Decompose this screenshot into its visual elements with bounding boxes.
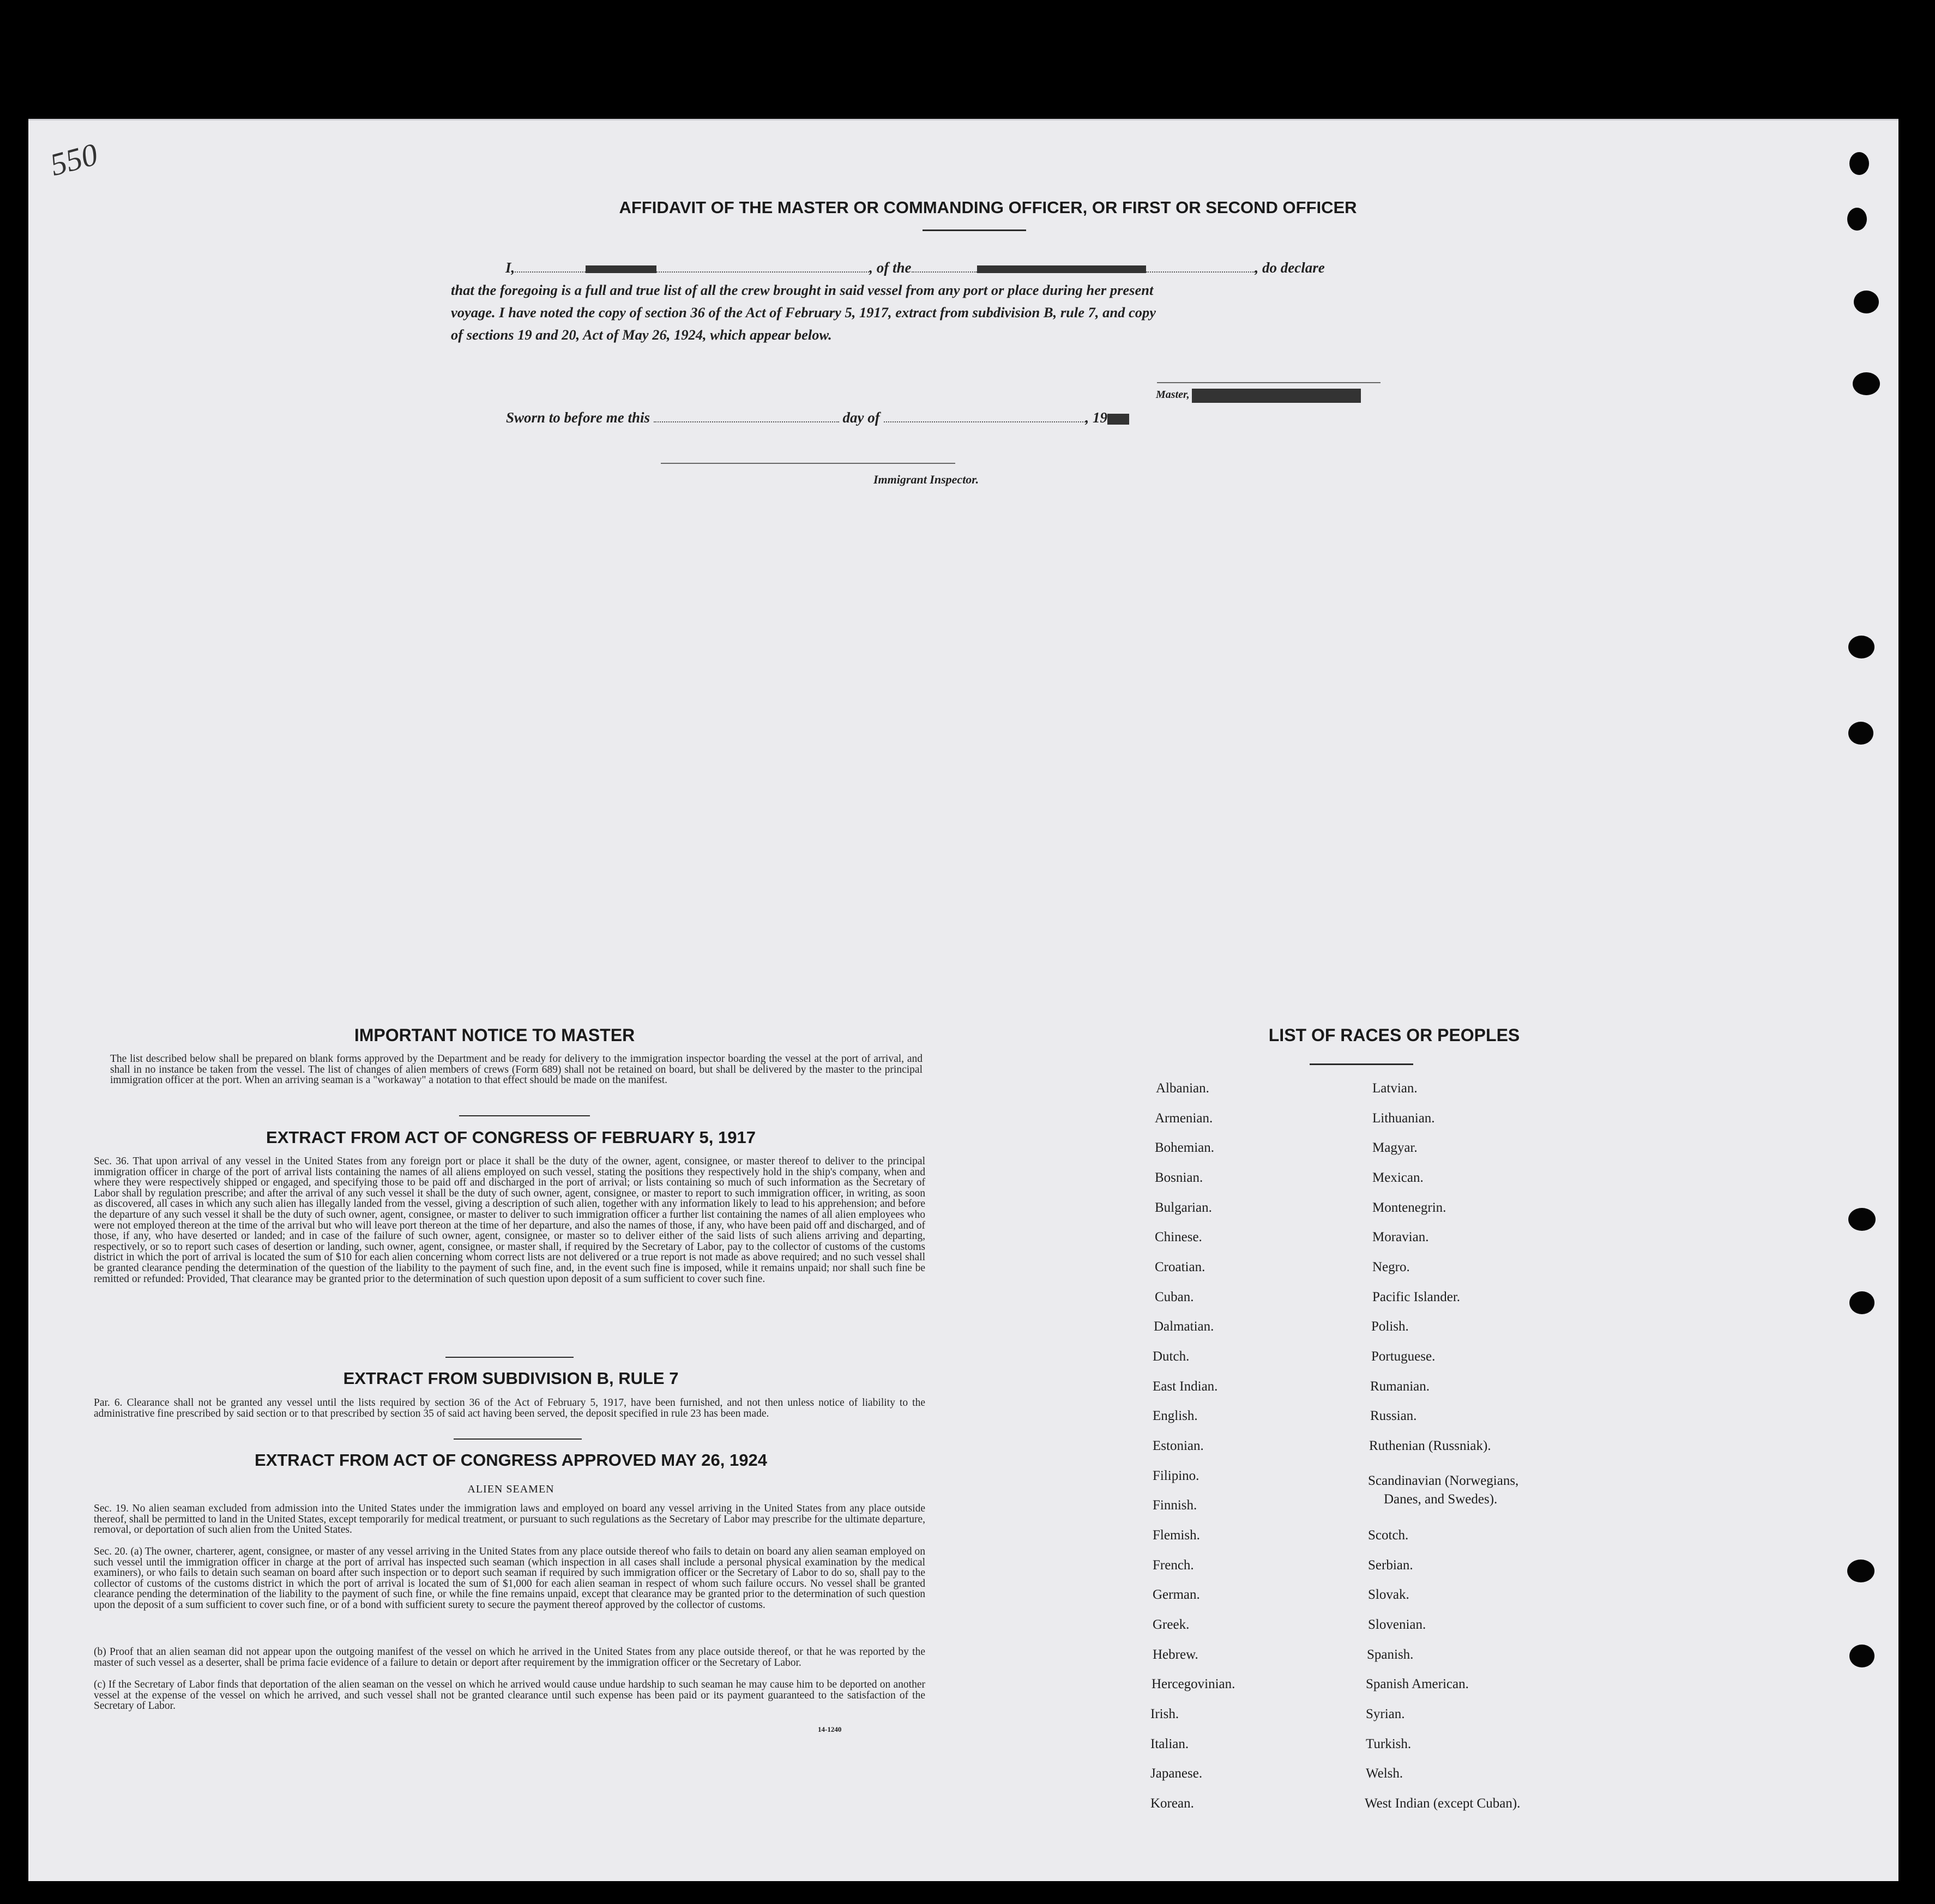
punch-hole (1854, 291, 1879, 313)
race-item: Italian. (1150, 1737, 1189, 1751)
race-item: Dalmatian. (1154, 1319, 1214, 1334)
extract-1924-sec19: Sec. 19. No alien seaman excluded from admission into the United States under the immigration laws and employed on board any vessel arriving in the United States from any place outside thereof, shall be permitted to land in the United States, except temporarily for medical treatment, or pursuant to such regulations as the Secretary of Labor may prescribe for the ultimate departure, removal, or deportation of such alien from the United States. (94, 1503, 925, 1536)
race-item: German. (1153, 1587, 1200, 1602)
race-item: Danes, and Swedes). (1384, 1492, 1498, 1507)
race-item: Finnish. (1153, 1498, 1197, 1513)
notice-title: IMPORTANT NOTICE TO MASTER (354, 1025, 635, 1045)
extract-1924-sec20a: Sec. 20. (a) The owner, charterer, agent, consignee, or master of any vessel arriving in the United States from any place outside thereof who fails to detain on board any alien seaman employed on such vessel until the immigration officer in charge at the port of arrival has inspected such seaman (which inspection in all cases shall include a personal physical examination by the medical examiners), or who fails to detain such seaman on board after such inspection or to deport such seaman if required by such immigration officer or the Secretary of Labor to do so, shall pay to the collector of customs of the customs district in which the port of arrival is located the sum of $1,000 for each alien seaman in respect of whom such failure occurs. No vessel shall be granted clearance pending the determination of the liability to the payment of such fine, or while the fine remains unpaid, except that clearance may be granted prior to the determination of such question upon the deposit of a sum sufficient to cover such fine, or of a bond with sufficient surety to secure the payment thereof approved by the collector of customs. (94, 1546, 925, 1611)
extract-1924-title: EXTRACT FROM ACT OF CONGRESS APPROVED MAY 26, 1924 (255, 1450, 767, 1470)
divider (454, 1438, 582, 1440)
race-item: Croatian. (1155, 1260, 1205, 1274)
race-item: Chinese. (1155, 1230, 1202, 1244)
punch-hole (1848, 1208, 1876, 1231)
race-item: Filipino. (1153, 1468, 1199, 1483)
punch-hole (1847, 208, 1867, 231)
races-title: LIST OF RACES OR PEOPLES (1268, 1025, 1520, 1045)
punch-hole (1848, 636, 1874, 658)
race-item: Korean. (1150, 1796, 1194, 1811)
master-signature-line (1157, 382, 1381, 383)
race-item: Irish. (1150, 1707, 1179, 1721)
race-item: Hebrew. (1153, 1647, 1198, 1662)
punch-hole (1849, 1645, 1874, 1667)
punch-hole (1849, 1291, 1874, 1314)
inspector-label: Immigrant Inspector. (873, 473, 979, 486)
extract-1917-title: EXTRACT FROM ACT OF CONGRESS OF FEBRUARY 5, 1917 (266, 1128, 756, 1147)
subdivision-b-text: Par. 6. Clearance shall not be granted any vessel until the lists required by section 36 of the Act of February 5, 1917, have been furnished, and not then unless notice of liability to the administrative fine prescribed by said section or to that prescribed by section 35 of said act having been served, the deposit specified in rule 23 has been made. (94, 1397, 925, 1419)
race-item: Negro. (1372, 1260, 1410, 1274)
race-item: French. (1153, 1558, 1194, 1573)
race-item: Japanese. (1150, 1766, 1203, 1781)
affidavit-title: AFFIDAVIT OF THE MASTER OR COMMANDING OFFICER, OR FIRST OR SECOND OFFICER (619, 198, 1357, 217)
extract-1924-sec20c: (c) If the Secretary of Labor finds that deportation of the alien seaman on the vessel on which he arrived would cause undue hardship to such seaman he may cause him to be deported on another vessel at the expense of the vessel on which he arrived, and such vessel shall not be granted clearance until such expense has been paid or its payment guaranteed to the satisfaction of the Secretary of Labor. (94, 1679, 925, 1712)
divider (445, 1357, 574, 1358)
affidavit-line-3: voyage. I have noted the copy of section 36 of the Act of February 5, 1917, extract from subdivision B, rule 7, and copy (451, 304, 1156, 321)
affidavit-line-1: I, , of the , do declare (505, 259, 1325, 276)
race-item: Cuban. (1155, 1290, 1194, 1304)
race-item: Turkish. (1366, 1737, 1412, 1751)
race-item: Latvian. (1372, 1081, 1418, 1096)
race-item: English. (1153, 1409, 1198, 1423)
race-item: Ruthenian (Russniak). (1369, 1438, 1491, 1453)
extract-1924-sec20b: (b) Proof that an alien seaman did not appear upon the outgoing manifest of the vessel on which he arrived in the United States from any place outside thereof, or that he was reported by the master of such vessel as a deserter, shall be prima facie evidence of a failure to detain or deport after requirement by the immigration officer or the Secretary of Labor. (94, 1646, 925, 1669)
affidavit-line-4: of sections 19 and 20, Act of May 26, 1924, which appear below. (451, 327, 832, 343)
race-item: Serbian. (1368, 1558, 1413, 1573)
title-underline (923, 229, 1026, 231)
race-item: Bosnian. (1155, 1170, 1203, 1185)
races-title-underline (1310, 1063, 1413, 1065)
race-item: Mexican. (1372, 1170, 1424, 1185)
document-sheet (28, 119, 1898, 1881)
race-item: Hercegovinian. (1152, 1677, 1235, 1691)
race-item: Moravian. (1372, 1230, 1429, 1244)
subdivision-b-title: EXTRACT FROM SUBDIVISION B, RULE 7 (343, 1369, 679, 1388)
race-item: Pacific Islander. (1372, 1290, 1461, 1304)
race-item: Magyar. (1372, 1140, 1418, 1155)
race-item: Welsh. (1366, 1766, 1403, 1781)
punch-hole (1849, 152, 1869, 175)
affidavit-line-2: that the foregoing is a full and true list of all the crew brought in said vessel from any port or place during her present (451, 282, 1154, 298)
race-item: West Indian (except Cuban). (1365, 1796, 1521, 1811)
race-item: Flemish. (1153, 1528, 1200, 1543)
race-item: Bulgarian. (1155, 1200, 1212, 1215)
redacted-vessel (977, 265, 1146, 273)
race-item: Polish. (1371, 1319, 1409, 1334)
race-item: Slovenian. (1368, 1617, 1426, 1632)
race-item: Syrian. (1366, 1707, 1405, 1721)
race-item: Montenegrin. (1372, 1200, 1446, 1215)
race-item: Armenian. (1155, 1111, 1213, 1126)
master-line: Master, (1156, 389, 1361, 403)
form-number: 14-1240 (818, 1725, 842, 1733)
extract-1917-text: Sec. 36. That upon arrival of any vessel in the United States from any foreign port or place it shall be the duty of the owner, agent, consignee, or master thereof to deliver to the principal immigration officer in charge of the port of arrival lists containing the names of all aliens employed on such vessel, stating the positions they respectively hold in the ship's company, when and where they were respectively shipped or engaged, and specifying those to be paid off and discharged in the port of arrival; or lists containing so much of such information as the Secretary of Labor shall by regulation prescribe; and after the arrival of any such vessel it shall be the duty of such owner, agent, consignee, or master to report to such immigration officer, in writing, as soon as discovered, all cases in which any such alien has illegally landed from the vessel, giving a description of such alien, together with any information likely to lead to his apprehension; and before the departure of any such vessel it shall be the duty of such owner, agent, consignee, or master to deliver to such immigration officer a further list containing the names of all alien employees who were not employed thereon at the time of the arrival but who will leave port thereon at the time of her departure, and also the names of those, if any, who have been paid off and discharged, and of those, if any, who have deserted or landed; and in case of the failure of such owner, agent, consignee, or master so to deliver either of the said lists of such aliens arriving and departing, respectively, or so to report such cases of desertion or landing, such owner, agent, consignee, or master shall, if required by the Secretary of Labor, pay to the collector of customs of the customs district in which the port of arrival is located the sum of $10 for each alien concerning whom correct lists are not delivered or a true report is not made as above required; and no such vessel shall be granted clearance pending the determination of the question of the liability to the payment of such fine, and, in the event such fine is imposed, while it remains unpaid; nor shall such fine be remitted or refunded: Provided, That clearance may be granted prior to the determination of such question upon deposit of a sum sufficient to cover such fine. (94, 1156, 925, 1285)
race-item: Greek. (1153, 1617, 1190, 1632)
inspector-signature-line (661, 463, 955, 464)
race-item: Spanish. (1367, 1647, 1414, 1662)
race-item: Russian. (1370, 1409, 1417, 1423)
race-item: East Indian. (1153, 1379, 1218, 1394)
sworn-line: Sworn to before me this day of , 19 (506, 409, 1129, 426)
punch-hole (1847, 1560, 1874, 1582)
redacted-year (1107, 414, 1129, 425)
race-item: Slovak. (1368, 1587, 1409, 1602)
punch-hole (1853, 372, 1880, 395)
race-item: Estonian. (1153, 1438, 1204, 1453)
alien-seamen-subtitle: ALIEN SEAMEN (467, 1483, 554, 1495)
race-item: Bohemian. (1155, 1140, 1215, 1155)
race-item: Rumanian. (1370, 1379, 1430, 1394)
race-item: Scotch. (1368, 1528, 1409, 1543)
notice-text: The list described below shall be prepared on blank forms approved by the Department and be ready for delivery to the immigration inspector boarding the vessel at the port of arrival, and shall in no instance be taken from the vessel. The list of changes of alien members of crews (Form 689) shall not be retained on board, but shall be delivered by the master to the principal immigration officer at the port. When an arriving seaman is a "workaway" a notation to that effect should be made on the manifest. (110, 1053, 923, 1086)
handwritten-stamp: 550 (46, 136, 101, 183)
punch-hole (1848, 722, 1873, 745)
redacted-name (586, 265, 656, 273)
race-item: Albanian. (1156, 1081, 1209, 1096)
race-item: Dutch. (1153, 1349, 1190, 1364)
divider (459, 1115, 590, 1116)
race-item: Portuguese. (1371, 1349, 1436, 1364)
redacted-master (1192, 389, 1361, 403)
race-item: Scandinavian (Norwegians, (1368, 1473, 1519, 1488)
race-item: Spanish American. (1366, 1677, 1469, 1691)
race-item: Lithuanian. (1372, 1111, 1435, 1126)
